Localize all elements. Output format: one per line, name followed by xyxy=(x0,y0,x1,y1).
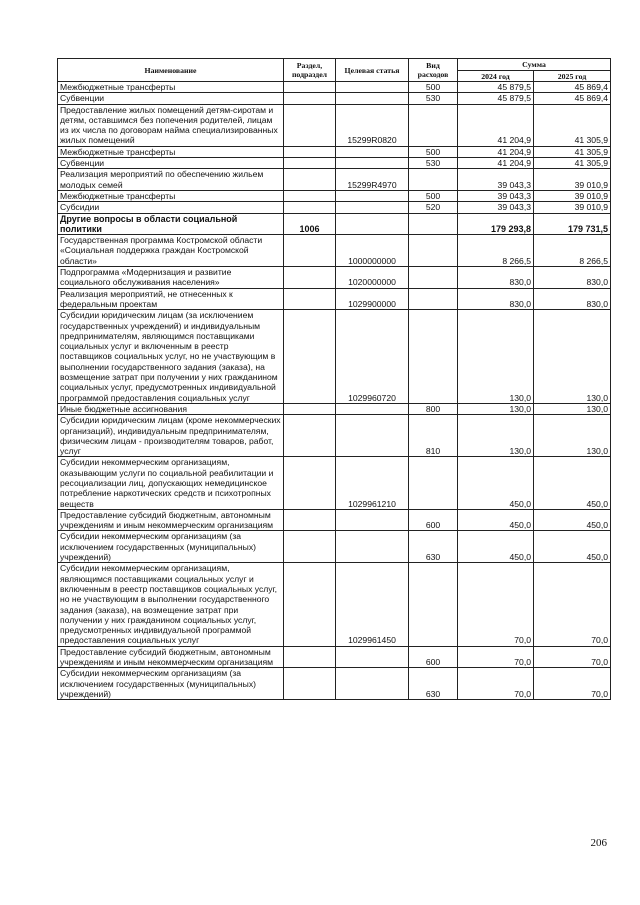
table-header xyxy=(58,59,611,82)
cell-2025: 45 869,4 xyxy=(534,82,611,93)
cell-article: 1029961450 xyxy=(336,563,409,646)
budget-table xyxy=(57,58,611,700)
cell-2025: 41 305,9 xyxy=(534,104,611,146)
table-row xyxy=(58,646,611,668)
cell-section xyxy=(284,415,336,457)
table-row xyxy=(58,104,611,146)
table-row xyxy=(58,190,611,201)
cell-type: 500 xyxy=(409,146,458,157)
table-body xyxy=(58,82,611,700)
cell-name: Субсидии некоммерческим организациям (за исключением государственных (муниципальных) учреждений) xyxy=(58,668,284,700)
cell-2024: 450,0 xyxy=(458,457,534,509)
cell-type: 630 xyxy=(409,668,458,700)
page-number: 206 xyxy=(590,837,607,849)
cell-2024: 45 879,5 xyxy=(458,93,534,104)
cell-section xyxy=(284,169,336,191)
table-row xyxy=(58,82,611,93)
cell-name: Реализация мероприятий, не отнесенных к федеральным проектам xyxy=(58,288,284,310)
header-article: Целевая статья xyxy=(336,59,409,82)
table-row xyxy=(58,310,611,404)
cell-name: Субсидии некоммерческим организациям, являющимся поставщиками социальных услуг и включенным в реестр поставщиков социальных услуг, но не участвующим в выполнении государственного задания (заказа), на возмещение затрат при получении у них гражданином социальных услуг, предусмотренных индивидуальной программой предоставления социальных услуг xyxy=(58,563,284,646)
cell-name: Субсидии юридическим лицам (кроме некоммерческих организаций), индивидуальным предпринимателям, физическим лицам - производителям товаров, работ, услуг xyxy=(58,415,284,457)
header-section: Раздел, подраздел xyxy=(284,59,336,82)
cell-name: Субсидии xyxy=(58,202,284,213)
cell-article xyxy=(336,668,409,700)
cell-2024: 830,0 xyxy=(458,267,534,289)
cell-article xyxy=(336,509,409,531)
header-type: Вид расходов xyxy=(409,59,458,82)
cell-type: 810 xyxy=(409,415,458,457)
cell-section: 1006 xyxy=(284,213,336,235)
cell-article: 1000000000 xyxy=(336,235,409,267)
cell-article xyxy=(336,415,409,457)
cell-2025: 39 010,9 xyxy=(534,169,611,191)
cell-2024: 45 879,5 xyxy=(458,82,534,93)
cell-name: Субсидии некоммерческим организациям (за исключением государственных (муниципальных) учреждений) xyxy=(58,531,284,563)
cell-article xyxy=(336,146,409,157)
cell-2024: 450,0 xyxy=(458,509,534,531)
table-row xyxy=(58,403,611,414)
cell-type xyxy=(409,104,458,146)
cell-article xyxy=(336,93,409,104)
cell-2024: 41 204,9 xyxy=(458,146,534,157)
cell-name: Предоставление жилых помещений детям-сиротам и детям, оставшимся без попечения родителей, лицам из их числа по договорам найма специализированных жилых помещений xyxy=(58,104,284,146)
cell-name: Межбюджетные трансферты xyxy=(58,190,284,201)
cell-type: 530 xyxy=(409,158,458,169)
cell-section xyxy=(284,104,336,146)
table-row xyxy=(58,213,611,235)
cell-section xyxy=(284,82,336,93)
cell-type xyxy=(409,288,458,310)
cell-name: Другие вопросы в области социальной политики xyxy=(58,213,284,235)
cell-2025: 450,0 xyxy=(534,509,611,531)
cell-section xyxy=(284,202,336,213)
header-year-2025: 2025 год xyxy=(534,71,611,82)
cell-2024: 130,0 xyxy=(458,310,534,404)
cell-2025: 41 305,9 xyxy=(534,158,611,169)
cell-article xyxy=(336,646,409,668)
cell-article: 15299R0820 xyxy=(336,104,409,146)
table-row xyxy=(58,93,611,104)
cell-type xyxy=(409,213,458,235)
cell-type: 500 xyxy=(409,190,458,201)
cell-type: 600 xyxy=(409,509,458,531)
cell-2025: 39 010,9 xyxy=(534,190,611,201)
cell-section xyxy=(284,267,336,289)
cell-2024: 39 043,3 xyxy=(458,190,534,201)
cell-name: Межбюджетные трансферты xyxy=(58,82,284,93)
cell-2024: 179 293,8 xyxy=(458,213,534,235)
cell-2025: 70,0 xyxy=(534,646,611,668)
cell-2024: 39 043,3 xyxy=(458,169,534,191)
cell-section xyxy=(284,668,336,700)
cell-2025: 70,0 xyxy=(534,563,611,646)
header-name: Наименование xyxy=(58,59,284,82)
cell-article xyxy=(336,202,409,213)
table-row xyxy=(58,288,611,310)
cell-section xyxy=(284,531,336,563)
table-row xyxy=(58,202,611,213)
cell-type xyxy=(409,267,458,289)
cell-2024: 450,0 xyxy=(458,531,534,563)
cell-2025: 179 731,5 xyxy=(534,213,611,235)
cell-name: Реализация мероприятий по обеспечению жильем молодых семей xyxy=(58,169,284,191)
cell-name: Предоставление субсидий бюджетным, автономным учреждениям и иным некоммерческим организациям xyxy=(58,509,284,531)
cell-name: Субсидии некоммерческим организациям, оказывающим услуги по социальной реабилитации и ресоциализации лиц, допускающих немедицинское потребление наркотических средств и психотропных веществ xyxy=(58,457,284,509)
cell-2025: 45 869,4 xyxy=(534,93,611,104)
cell-article: 1020000000 xyxy=(336,267,409,289)
table-row xyxy=(58,415,611,457)
cell-type: 520 xyxy=(409,202,458,213)
cell-name: Государственная программа Костромской области «Социальная поддержка граждан Костромской области» xyxy=(58,235,284,267)
cell-type xyxy=(409,310,458,404)
header-sum: Сумма xyxy=(458,59,611,71)
table-row xyxy=(58,563,611,646)
cell-name: Подпрограмма «Модернизация и развитие социального обслуживания населения» xyxy=(58,267,284,289)
cell-2024: 39 043,3 xyxy=(458,202,534,213)
cell-2025: 830,0 xyxy=(534,267,611,289)
table-row xyxy=(58,169,611,191)
cell-name: Иные бюджетные ассигнования xyxy=(58,403,284,414)
cell-section xyxy=(284,646,336,668)
cell-2024: 830,0 xyxy=(458,288,534,310)
cell-section xyxy=(284,93,336,104)
cell-2025: 830,0 xyxy=(534,288,611,310)
cell-section xyxy=(284,403,336,414)
cell-2024: 41 204,9 xyxy=(458,158,534,169)
cell-type: 500 xyxy=(409,82,458,93)
cell-name: Субсидии юридическим лицам (за исключением государственных учреждений) и индивидуальным предпринимателям, являющимся поставщиками социальных услуг и включенным в реестр поставщиков социальных услуг, но не участвующим в выполнении государственного задания (заказа), на возмещение затрат при получении у них гражданином социальных услуг, предусмотренных индивидуальной программой предоставления социальных услуг xyxy=(58,310,284,404)
cell-article: 1029900000 xyxy=(336,288,409,310)
cell-2024: 70,0 xyxy=(458,563,534,646)
cell-article xyxy=(336,531,409,563)
table-row xyxy=(58,509,611,531)
table-row xyxy=(58,146,611,157)
cell-2024: 8 266,5 xyxy=(458,235,534,267)
cell-2025: 39 010,9 xyxy=(534,202,611,213)
cell-section xyxy=(284,288,336,310)
cell-2025: 41 305,9 xyxy=(534,146,611,157)
table-row xyxy=(58,531,611,563)
cell-2025: 8 266,5 xyxy=(534,235,611,267)
cell-2024: 70,0 xyxy=(458,668,534,700)
cell-2025: 130,0 xyxy=(534,310,611,404)
cell-type: 800 xyxy=(409,403,458,414)
cell-2025: 130,0 xyxy=(534,403,611,414)
cell-name: Субвенции xyxy=(58,158,284,169)
table-row xyxy=(58,668,611,700)
table-row xyxy=(58,457,611,509)
cell-type: 630 xyxy=(409,531,458,563)
table-row xyxy=(58,235,611,267)
cell-article xyxy=(336,213,409,235)
cell-section xyxy=(284,190,336,201)
cell-article: 1029960720 xyxy=(336,310,409,404)
cell-article xyxy=(336,403,409,414)
cell-2024: 70,0 xyxy=(458,646,534,668)
cell-2024: 130,0 xyxy=(458,415,534,457)
cell-article xyxy=(336,190,409,201)
cell-2025: 70,0 xyxy=(534,668,611,700)
cell-type xyxy=(409,563,458,646)
cell-type xyxy=(409,235,458,267)
cell-section xyxy=(284,509,336,531)
cell-2024: 130,0 xyxy=(458,403,534,414)
cell-section xyxy=(284,457,336,509)
cell-article: 15299R4970 xyxy=(336,169,409,191)
cell-type: 530 xyxy=(409,93,458,104)
cell-2024: 41 204,9 xyxy=(458,104,534,146)
cell-name: Предоставление субсидий бюджетным, автономным учреждениям и иным некоммерческим организациям xyxy=(58,646,284,668)
cell-section xyxy=(284,310,336,404)
cell-section xyxy=(284,235,336,267)
cell-name: Межбюджетные трансферты xyxy=(58,146,284,157)
cell-type xyxy=(409,457,458,509)
cell-section xyxy=(284,563,336,646)
table-row xyxy=(58,267,611,289)
cell-article: 1029961210 xyxy=(336,457,409,509)
cell-article xyxy=(336,158,409,169)
cell-2025: 450,0 xyxy=(534,531,611,563)
cell-section xyxy=(284,146,336,157)
cell-article xyxy=(336,82,409,93)
cell-section xyxy=(284,158,336,169)
cell-type: 600 xyxy=(409,646,458,668)
cell-2025: 130,0 xyxy=(534,415,611,457)
cell-name: Субвенции xyxy=(58,93,284,104)
table-row xyxy=(58,158,611,169)
cell-2025: 450,0 xyxy=(534,457,611,509)
cell-type xyxy=(409,169,458,191)
header-year-2024: 2024 год xyxy=(458,71,534,82)
